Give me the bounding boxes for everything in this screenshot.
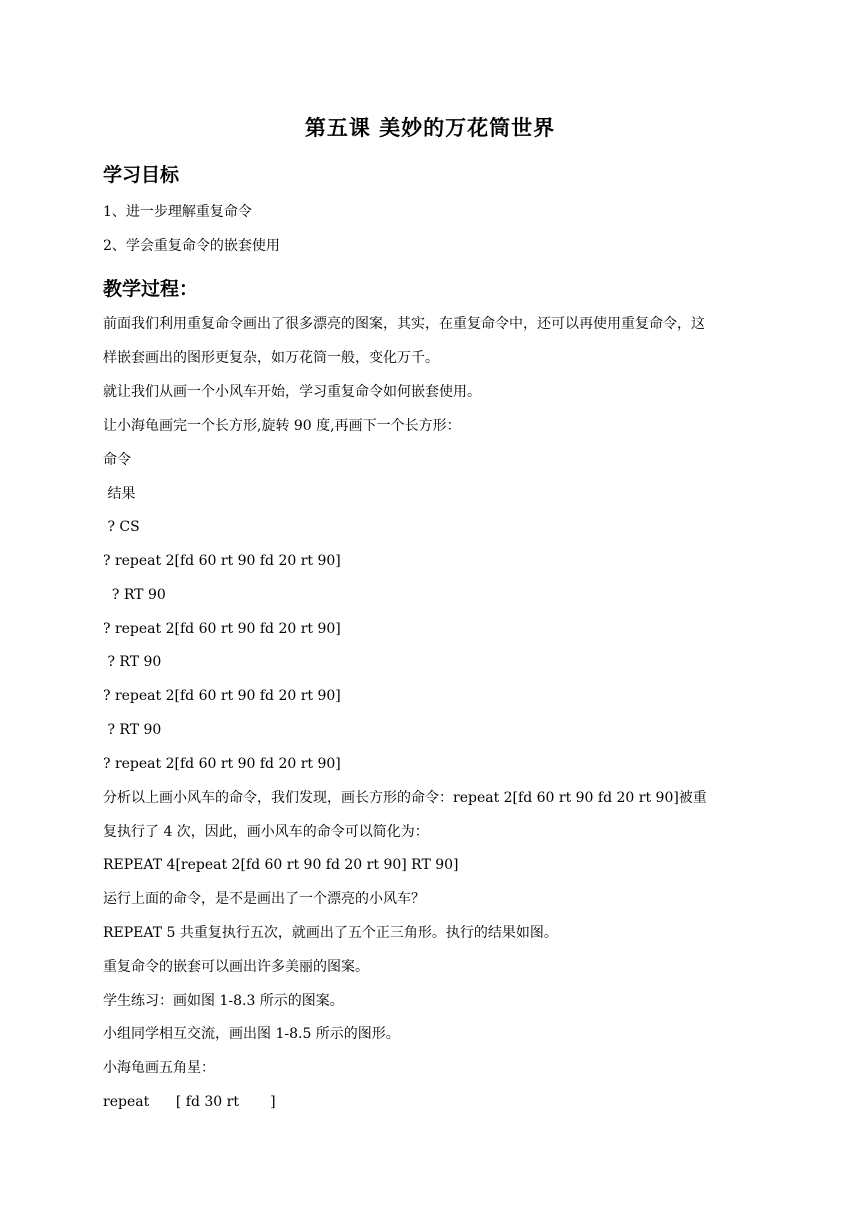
body-line: 学生练习：画如图 1-8.3 所示的图案。 (103, 993, 344, 1009)
body-line: 重复命令的嵌套可以画出许多美丽的图案。 (103, 959, 369, 975)
goal-item: 2、学会重复命令的嵌套使用 (103, 238, 280, 254)
body-line: 运行上面的命令，是不是画出了一个漂亮的小风车？ (103, 891, 425, 907)
code-line: ? repeat 2[fd 60 rt 90 fd 20 rt 90] (103, 756, 341, 772)
body-line: 小组同学相互交流，画出图 1-8.5 所示的图形。 (103, 1026, 400, 1042)
code-line: ? RT 90 (103, 722, 162, 738)
page-title: 第五课 美妙的万花筒世界 (304, 116, 556, 140)
code-line: repeat [ fd 30 rt ] (103, 1094, 276, 1110)
code-line: REPEAT 4[repeat 2[fd 60 rt 90 fd 20 rt 90] RT 90] (103, 857, 459, 873)
body-line: 前面我们利用重复命令画出了很多漂亮的图案，其实，在重复命令中，还可以再使用重复命令，这 (103, 316, 705, 332)
code-line: ? repeat 2[fd 60 rt 90 fd 20 rt 90] (103, 553, 341, 569)
code-line: ? repeat 2[fd 60 rt 90 fd 20 rt 90] (103, 621, 341, 637)
code-line: ? RT 90 (103, 654, 162, 670)
code-line: ? RT 90 (103, 587, 166, 603)
body-line: 分析以上画小风车的命令，我们发现，画长方形的命令：repeat 2[fd 60 rt 90 fd 20 rt 90]被重 (103, 790, 707, 806)
code-line: ? repeat 2[fd 60 rt 90 fd 20 rt 90] (103, 688, 341, 704)
body-line: 复执行了 4 次，因此，画小风车的命令可以简化为： (103, 824, 429, 840)
process-heading: 教学过程： (103, 278, 199, 300)
body-line: 样嵌套画出的图形更复杂，如万花筒一般，变化万千。 (103, 350, 439, 366)
code-line: ? CS (103, 519, 140, 535)
goals-heading: 学习目标 (103, 164, 180, 186)
goal-item: 1、进一步理解重复命令 (103, 204, 252, 220)
body-line: 小海龟画五角星： (103, 1060, 215, 1076)
body-line: 就让我们从画一个小风车开始，学习重复命令如何嵌套使用。 (103, 384, 481, 400)
body-line: REPEAT 5 共重复执行五次，就画出了五个正三角形。执行的结果如图。 (103, 925, 558, 941)
body-line: 让小海龟画完一个长方形,旋转 90 度,再画下一个长方形： (103, 418, 461, 434)
body-line: 结果 (103, 486, 136, 502)
body-line: 命令 (103, 452, 131, 468)
